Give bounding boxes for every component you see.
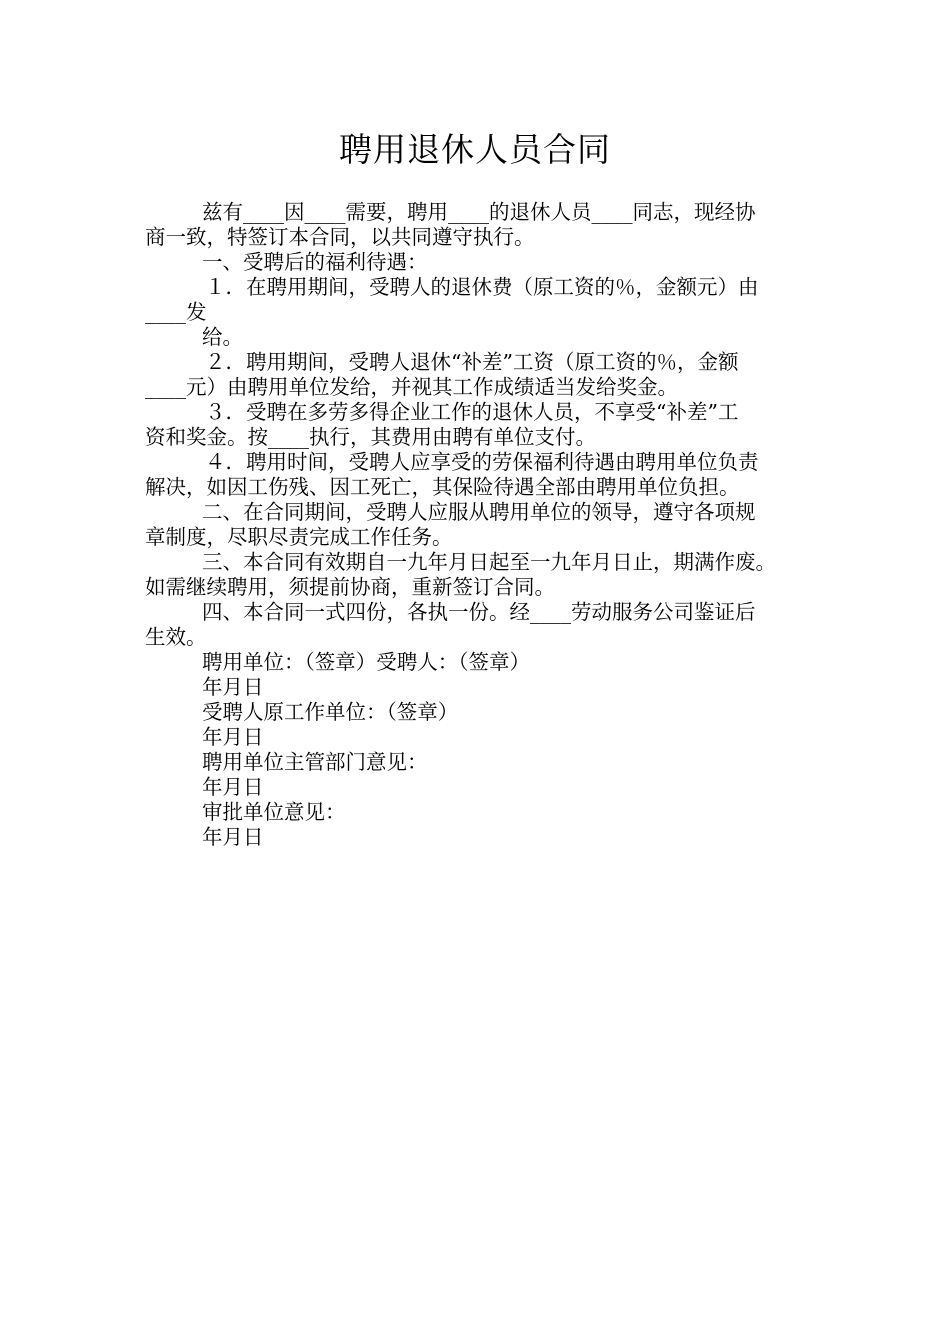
paragraph-line: 章制度，尽职尽责完成工作任务。 [145, 525, 453, 549]
paragraph-line: ____元）由聘用单位发给，并视其工作成绩适当发给奖金。 [145, 375, 678, 399]
date-line: 年月日 [202, 825, 264, 849]
paragraph-line: ２．聘用期间，受聘人退休“补差”工资（原工资的％，金额 [205, 350, 739, 374]
paragraph-line: 兹有____因____需要，聘用____的退休人员____同志，现经协 [202, 200, 756, 224]
paragraph-line: 资和奖金。按____执行，其费用由聘有单位支付。 [145, 425, 596, 449]
document-body [145, 200, 835, 850]
paragraph-line: ____发 [145, 300, 207, 324]
date-line: 年月日 [202, 775, 264, 799]
signature-line: 审批单位意见： [202, 800, 346, 824]
paragraph-line: 生效。 [145, 625, 207, 649]
date-line: 年月日 [202, 675, 264, 699]
date-line: 年月日 [202, 725, 264, 749]
paragraph-line: 如需继续聘用，须提前协商，重新签订合同。 [145, 575, 555, 599]
paragraph-line: 三、本合同有效期自一九年月日起至一九年月日止，期满作废。 [202, 550, 776, 574]
section-heading: 一、受聘后的福利待遇： [202, 250, 428, 274]
paragraph-line: ４．聘用时间，受聘人应享受的劳保福利待遇由聘用单位负责 [205, 450, 759, 474]
paragraph-line: 解决，如因工伤残、因工死亡，其保险待遇全部由聘用单位负担。 [145, 475, 740, 499]
paragraph-line: 四、本合同一式四份，各执一份。经____劳动服务公司鉴证后 [202, 600, 756, 624]
paragraph-line: 给。 [202, 325, 243, 349]
paragraph-line: １．在聘用期间，受聘人的退休费（原工资的％，金额元）由 [205, 275, 759, 299]
paragraph-line: 商一致，特签订本合同，以共同遵守执行。 [145, 225, 535, 249]
document-title: 聘用退休人员合同 [339, 130, 611, 169]
paragraph-line: ３．受聘在多劳多得企业工作的退休人员，不享受“补差”工 [205, 400, 739, 424]
signature-line: 聘用单位：（签章）受聘人：（签章） [202, 650, 530, 674]
signature-line: 受聘人原工作单位：（签章） [202, 700, 459, 724]
signature-line: 聘用单位主管部门意见： [202, 750, 428, 774]
paragraph-line: 二、在合同期间，受聘人应服从聘用单位的领导，遵守各项规 [202, 500, 756, 524]
